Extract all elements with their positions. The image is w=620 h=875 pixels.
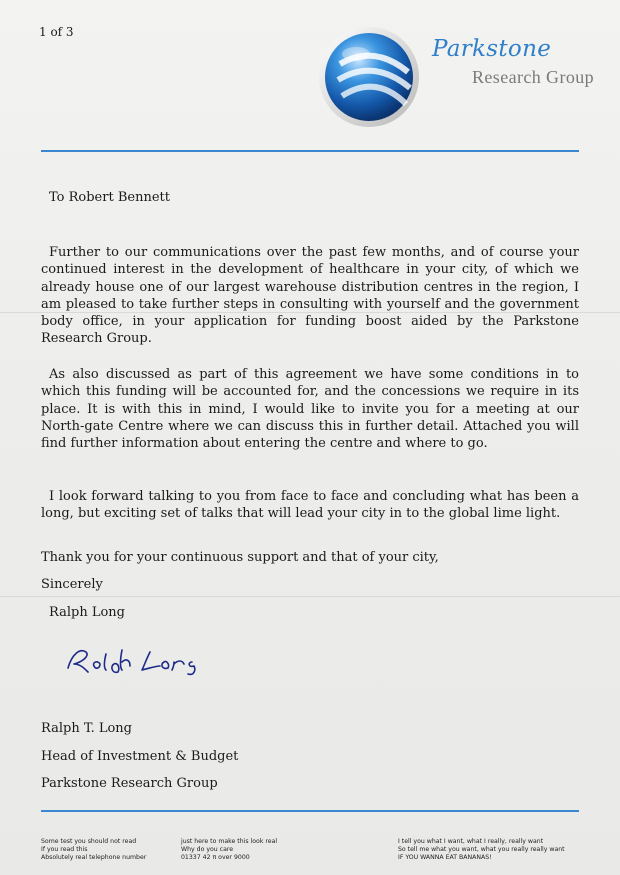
paragraph-3: I look forward talking to you from face to face and concluding what has been a long, but exciting set of talks that will lead your city in to the global lime light. [41, 489, 579, 522]
footer-line: just here to make this look real [181, 838, 278, 845]
signer-full-name: Ralph T. Long [41, 721, 132, 736]
signer-organization: Parkstone Research Group [41, 776, 218, 791]
thanks-line: Thank you for your continuous support and that of your city, [41, 550, 439, 565]
paragraph-2: As also discussed as part of this agreement we have some conditions in to which this funding will be accounted for, and the concessions we require in its place. It is with this in mind, I would like to invite you for a meeting at our North-gate Centre where we can discuss this in further detail. Attached you will find further information about entering the centre and where to go. [41, 367, 579, 452]
footer-column-2 [181, 838, 277, 862]
footer-column-1 [41, 838, 146, 862]
footer-line: Absolutely real telephone number [41, 854, 147, 861]
logo-subtitle: Research Group [472, 67, 595, 87]
logo-name: Parkstone [432, 36, 552, 62]
footer-column-3 [398, 838, 565, 862]
footer-line: So tell me what you want, what you really really want [398, 846, 565, 853]
closing: Sincerely [41, 577, 103, 592]
signer-short-name: Ralph Long [49, 605, 125, 620]
header-divider [41, 150, 579, 152]
footer-line: IF YOU WANNA EAT BANANAS! [398, 854, 492, 861]
footer-line: I tell you what I want, what I really, really want [398, 838, 544, 845]
globe-swoosh-icon [316, 24, 422, 130]
salutation: To Robert Bennett [49, 190, 170, 205]
footer-divider [41, 810, 579, 812]
footer-line: Some test you should not read [41, 838, 137, 845]
footer-line: 01337 42 π over 9000 [181, 854, 250, 861]
paragraph-1: Further to our communications over the past few months, and of course your continued interest in the development of healthcare in your city, of which we already house one of our largest warehouse distribution centres in the region, I am pleased to take further steps in consulting with yourself and the government body office, in your application for funding boost aided by the Parkstone Research Group. [41, 245, 579, 347]
page-number: 1 of 3 [39, 25, 74, 39]
handwritten-signature [64, 644, 209, 676]
signer-title: Head of Investment & Budget [41, 749, 239, 764]
paper-fold-line [0, 596, 620, 597]
footer-line: If you read this [41, 846, 88, 853]
footer-line: Why do you care [181, 846, 234, 853]
